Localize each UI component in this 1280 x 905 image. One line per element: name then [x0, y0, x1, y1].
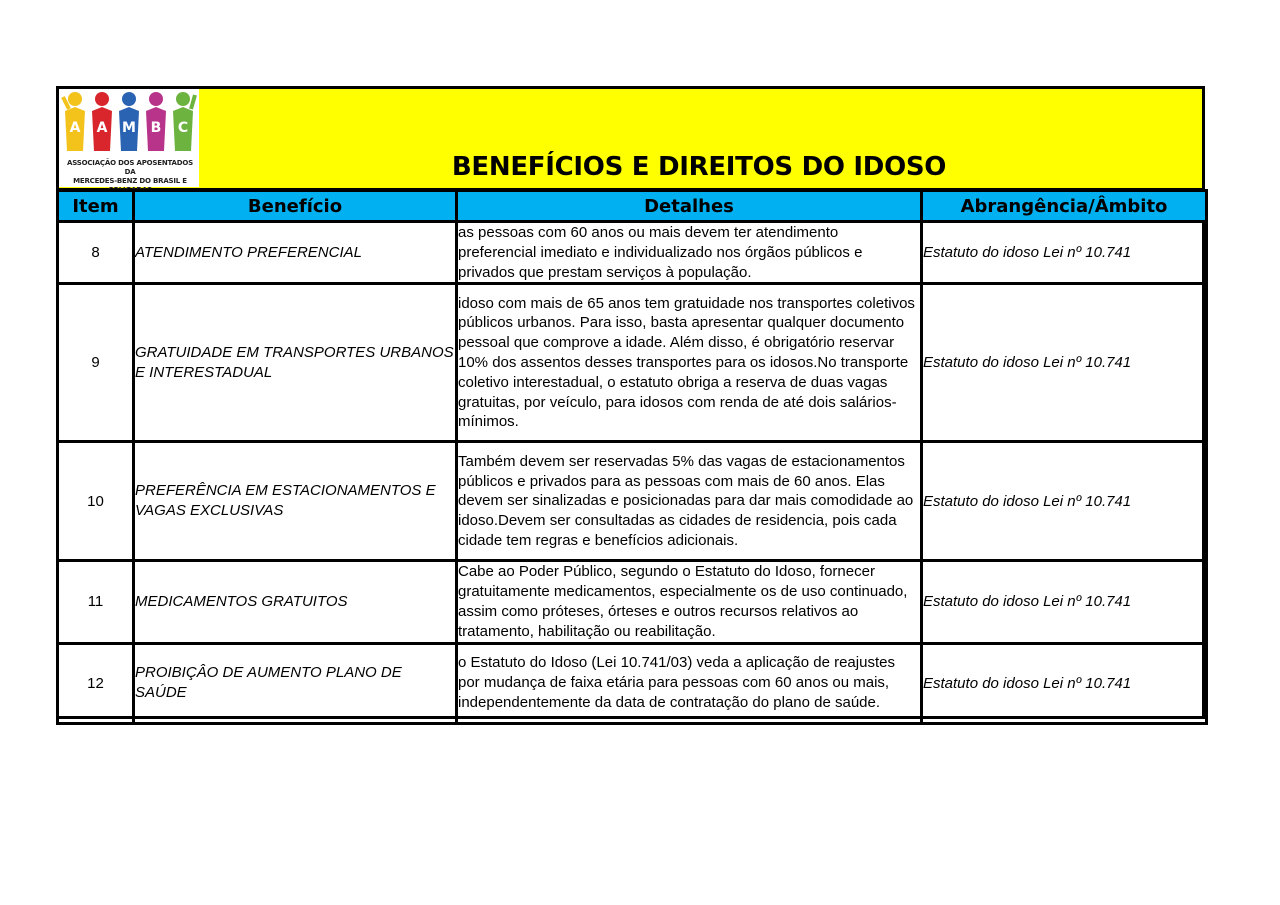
- cell-item: 9: [58, 284, 134, 442]
- cell-detalhes: Também devem ser reservadas 5% das vagas de estacionamentos públicos e privados para as pessoas com mais de 60 anos. Elas devem ser sinalizadas e posicionadas para dar mais comodidade ao idoso.Devem ser consultadas as cidades de residencia, pois cada cidade tem regras e benefícios adicionais.: [457, 442, 922, 561]
- cell-ambito: Estatuto do idoso Lei nº 10.741: [922, 442, 1207, 561]
- cell-item: 8: [58, 222, 134, 284]
- logo-caption-line2: MERCEDES-BENZ DO BRASIL E: [73, 177, 187, 185]
- logo-letter: B: [150, 120, 162, 136]
- cell-ambito: Estatuto do idoso Lei nº 10.741: [922, 561, 1207, 643]
- cell-detalhes: idoso com mais de 65 anos tem gratuidade nos transportes coletivos públicos urbanos. Para isso, basta apresentar qualquer documento pessoal que comprove a idade. Além disso, é obrigatório reservar 10% dos assentos desses transportes para os idosos.No transporte coletivo interestadual, o estatuto obriga a reserva de duas vagas gratuitas, por veículo, para idosos com renda de até dois salários-mínimos.: [457, 284, 922, 442]
- logo-figures-icon: [61, 89, 197, 159]
- cell-ambito: Estatuto do idoso Lei nº 10.741: [922, 222, 1207, 284]
- header-beneficio: Benefício: [134, 191, 457, 222]
- cell-detalhes: o Estatuto do Idoso (Lei 10.741/03) veda a aplicação de reajustes por mudança de faixa etária para pessoas com 60 anos ou mais, independentemente da data de contratação do plano de saúde.: [457, 643, 922, 723]
- cell-beneficio: PREFERÊNCIA EM ESTACIONAMENTOS E VAGAS EXCLUSIVAS: [134, 442, 457, 561]
- benefits-table: [56, 189, 1208, 725]
- cell-detalhes: Cabe ao Poder Público, segundo o Estatuto do Idoso, fornecer gratuitamente medicamentos, especialmente os de uso continuado, assim como próteses, órteses e outros recursos relativos ao tratamento, habilitação ou reabilitação.: [457, 561, 922, 643]
- logo-letter: A: [96, 120, 108, 136]
- logo-letter: M: [122, 120, 136, 136]
- page-title: BENEFÍCIOS E DIREITOS DO IDOSO: [451, 152, 947, 182]
- cell-ambito: Estatuto do idoso Lei nº 10.741: [922, 643, 1207, 723]
- header-detalhes: Detalhes: [457, 191, 922, 222]
- cell-item: 11: [58, 561, 134, 643]
- table-row: [58, 222, 1207, 284]
- header-item: Item: [58, 191, 134, 222]
- cell-item: 12: [58, 643, 134, 723]
- header-ambito: Abrangência/Âmbito: [922, 191, 1207, 222]
- table-row: [58, 643, 1207, 723]
- cell-detalhes: as pessoas com 60 anos ou mais devem ter atendimento preferencial imediato e individualizado nos órgãos públicos e privados que prestam serviços à população.: [457, 222, 922, 284]
- cell-beneficio: GRATUIDADE EM TRANSPORTES URBANOS E INTERESTADUAL: [134, 284, 457, 442]
- table-row: [58, 561, 1207, 643]
- table-row: [58, 284, 1207, 442]
- cell-beneficio: ATENDIMENTO PREFERENCIAL: [134, 222, 457, 284]
- cell-beneficio: PROIBIÇÂO DE AUMENTO PLANO DE SAÚDE: [134, 643, 457, 723]
- logo-letter: C: [177, 120, 189, 136]
- cell-ambito: Estatuto do idoso Lei nº 10.741: [922, 284, 1207, 442]
- aambc-logo: [59, 89, 199, 187]
- cell-item: 10: [58, 442, 134, 561]
- table-row: [58, 442, 1207, 561]
- logo-letter: A: [69, 120, 81, 136]
- title-banner: [59, 89, 1202, 190]
- cell-beneficio: MEDICAMENTOS GRATUITOS: [134, 561, 457, 643]
- table-header-row: [58, 191, 1207, 222]
- benefits-sheet: [56, 86, 1205, 719]
- logo-caption-line1: ASSOCIAÇÃO DOS APOSENTADOS DA: [67, 159, 193, 176]
